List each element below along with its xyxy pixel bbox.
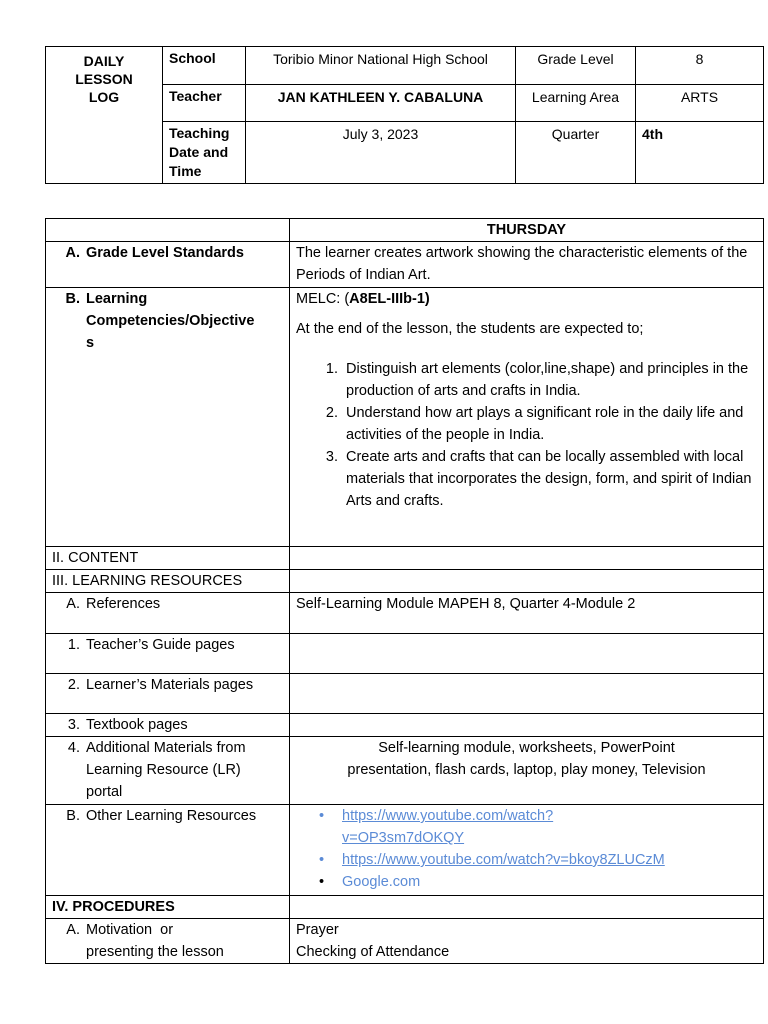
label-line: s — [86, 335, 95, 351]
teachers-guide-value — [290, 634, 764, 674]
additional-materials-value — [290, 737, 764, 805]
school-label: School — [163, 47, 246, 85]
objective-item: 3. Create arts and crafts that can be locally assembled with local materials that incorporates the design, form, and spirit of Indian Arts and crafts. — [342, 446, 757, 512]
learners-materials-value — [290, 674, 764, 714]
link-item — [319, 871, 757, 893]
value-line: Checking of Attendance — [296, 944, 450, 960]
label-line: Time — [169, 163, 202, 179]
competencies-label-cell — [46, 288, 290, 547]
label-line: Additional Materials from — [86, 740, 246, 756]
label-line: Learning Resource (LR) — [86, 762, 241, 778]
objective-item: 2. Understand how art plays a significant role in the daily life and activities of the people in India. — [342, 402, 757, 446]
objective-item: 1. Distinguish art elements (color,line,shape) and principles in the production of arts and crafts in India. — [342, 358, 757, 402]
teaching-date-label — [163, 122, 246, 184]
references-label-cell — [46, 593, 290, 634]
item-number: 3. — [67, 717, 80, 733]
day-heading: THURSDAY — [290, 219, 764, 242]
label-line: Competencies/Objective — [86, 313, 255, 329]
additional-materials-label — [86, 737, 271, 803]
procedures-label: IV. PROCEDURES — [46, 896, 290, 919]
additional-materials-label-cell — [46, 737, 290, 805]
item-number: A. — [66, 922, 80, 938]
learning-area-label: Learning Area — [516, 85, 636, 122]
title-line: LOG — [88, 89, 120, 105]
learning-area-value: ARTS — [636, 85, 764, 122]
content-value — [290, 547, 764, 570]
resources-value — [290, 570, 764, 593]
bullet-icon: • — [319, 852, 325, 868]
value-line: presentation, flash cards, laptop, play money, Television — [347, 762, 706, 778]
melc-line — [296, 288, 757, 310]
lesson-log-header-table — [45, 46, 764, 184]
procedures-value — [290, 896, 764, 919]
textbook-value — [290, 714, 764, 737]
competencies-label — [86, 288, 271, 354]
link-line[interactable]: v=OP3sm7dOKQY — [342, 830, 465, 846]
youtube-link-1[interactable] — [342, 808, 553, 846]
motivation-value — [290, 919, 764, 964]
teachers-guide-label: Teacher’s Guide pages — [86, 637, 235, 653]
references-value: Self-Learning Module MAPEH 8, Quarter 4-Module 2 — [290, 593, 764, 634]
title-line: DAILY — [83, 53, 125, 69]
bullet-icon: • — [319, 808, 325, 824]
objectives-list — [296, 358, 757, 512]
google-link[interactable]: Google.com — [342, 874, 421, 890]
item-number: 2. — [67, 677, 80, 693]
learners-materials-label: Learner’s Materials pages — [86, 677, 254, 693]
item-number: A. — [66, 596, 80, 612]
link-line[interactable]: https://www.youtube.com/watch? — [342, 808, 554, 824]
empty-header-cell — [46, 219, 290, 242]
label-line: Date and — [169, 144, 229, 160]
item-number: 1. — [67, 637, 80, 653]
label-line: Teaching — [169, 125, 230, 141]
learners-materials-label-cell — [46, 674, 290, 714]
title-line: LESSON — [75, 71, 133, 87]
standards-value: The learner creates artwork showing the characteristic elements of the Periods of Indian Art. — [290, 242, 764, 288]
bullet-icon: • — [319, 874, 325, 890]
motivation-label-cell — [46, 919, 290, 964]
textbook-label-cell — [46, 714, 290, 737]
competencies-value — [290, 288, 764, 547]
melc-code: A8EL-IIIb-1) — [349, 291, 430, 307]
label-line: portal — [86, 784, 123, 800]
label-line: presenting the lesson — [86, 944, 224, 960]
quarter-value: 4th — [636, 122, 764, 184]
quarter-label: Quarter — [516, 122, 636, 184]
label-line: Learning — [86, 291, 148, 307]
content-label: II. CONTENT — [46, 547, 290, 570]
teaching-date-value: July 3, 2023 — [246, 122, 516, 184]
item-number: B. — [66, 808, 80, 824]
item-number: B. — [65, 291, 80, 307]
grade-level-label: Grade Level — [516, 47, 636, 85]
other-resources-label: Other Learning Resources — [86, 808, 257, 824]
item-number: A. — [65, 245, 80, 261]
school-value: Toribio Minor National High School — [246, 47, 516, 85]
link-item — [319, 805, 757, 849]
teachers-guide-label-cell — [46, 634, 290, 674]
other-resources-label-cell — [46, 805, 290, 896]
link-item — [319, 849, 757, 871]
item-number: 4. — [67, 740, 80, 756]
daily-lesson-log-title — [46, 47, 163, 184]
other-resources-links — [290, 805, 764, 896]
motivation-label — [86, 919, 271, 963]
value-line: Prayer — [296, 922, 339, 938]
teacher-value: JAN KATHLEEN Y. CABALUNA — [246, 85, 516, 122]
value-line: Self-learning module, worksheets, PowerPoint — [378, 740, 675, 756]
textbook-label: Textbook pages — [86, 717, 188, 733]
teacher-label: Teacher — [163, 85, 246, 122]
youtube-link-2[interactable]: https://www.youtube.com/watch?v=bkoy8ZLUCzM — [342, 852, 665, 868]
label-line: Motivation or — [86, 922, 174, 938]
melc-prefix: MELC: ( — [296, 291, 350, 307]
standards-label-cell — [46, 242, 290, 288]
lesson-plan-table — [45, 218, 764, 964]
references-label: References — [86, 596, 161, 612]
standards-label: Grade Level Standards — [86, 245, 244, 261]
resources-label: III. LEARNING RESOURCES — [46, 570, 290, 593]
grade-level-value: 8 — [636, 47, 764, 85]
objectives-intro: At the end of the lesson, the students are expected to; — [296, 321, 644, 337]
